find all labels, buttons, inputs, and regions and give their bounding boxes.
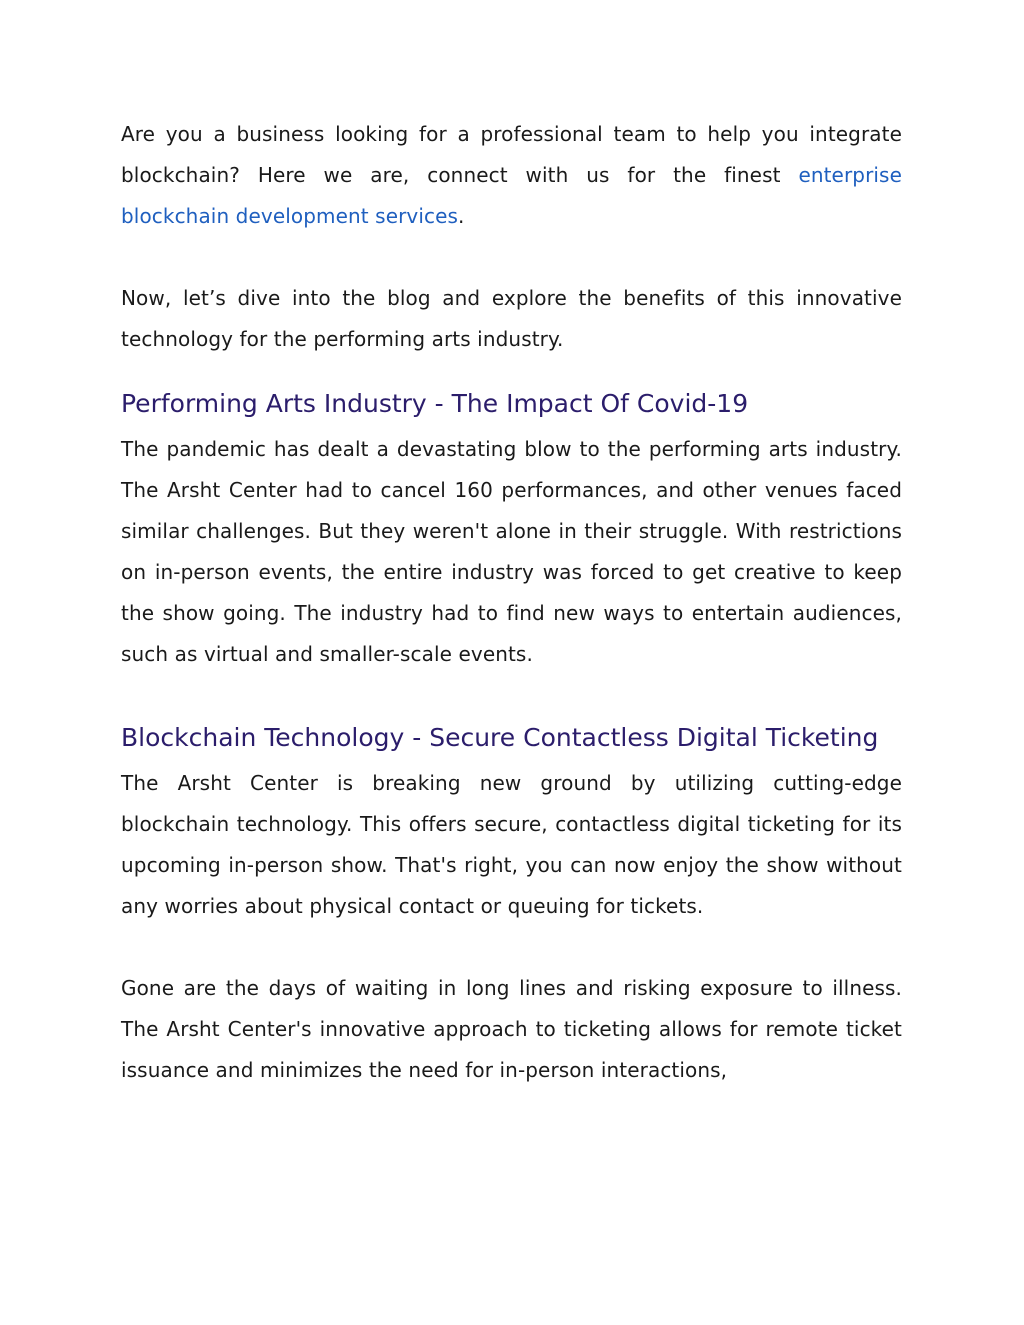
intro-paragraph (121, 114, 902, 237)
blockchain-section-heading: Blockchain Technology - Secure Contactless Digital Ticketing (121, 723, 879, 752)
blockchain-section-body-2: Gone are the days of waiting in long lines and risking exposure to illness. The Arsht Center's innovative approach to ticketing allows for remote ticket issuance and minimizes the need for in-person interactions, (121, 976, 902, 1082)
enterprise-blockchain-link[interactable]: enterprise blockchain development services (121, 163, 902, 228)
blockchain-section-body-1: The Arsht Center is breaking new ground by utilizing cutting-edge blockchain technology. This offers secure, contactless digital ticketing for its upcoming in-person show. That's right, you can now enjoy the show without any worries about physical contact or queuing for tickets. (121, 771, 902, 918)
intro-text: Are you a business looking for a professional team to help you integrate blockchain? Here we are, connect with us for the finest (121, 122, 902, 187)
paragraph-spacer (121, 237, 902, 278)
paragraph-spacer (121, 927, 902, 968)
dive-in-paragraph: Now, let’s dive into the blog and explore the benefits of this innovative technology for the performing arts industry. (121, 286, 902, 351)
covid-section-body: The pandemic has dealt a devastating blow to the performing arts industry. The Arsht Center had to cancel 160 performances, and other venues faced similar challenges. But they weren't alone in their struggle. With restrictions on in-person events, the entire industry was forced to get creative to keep the show going. The industry had to find new ways to entertain audiences, such as virtual and smaller-scale events. (121, 437, 902, 666)
document-page (121, 114, 902, 1091)
covid-section-heading: Performing Arts Industry - The Impact Of Covid-19 (121, 389, 749, 418)
intro-period: . (458, 204, 465, 228)
